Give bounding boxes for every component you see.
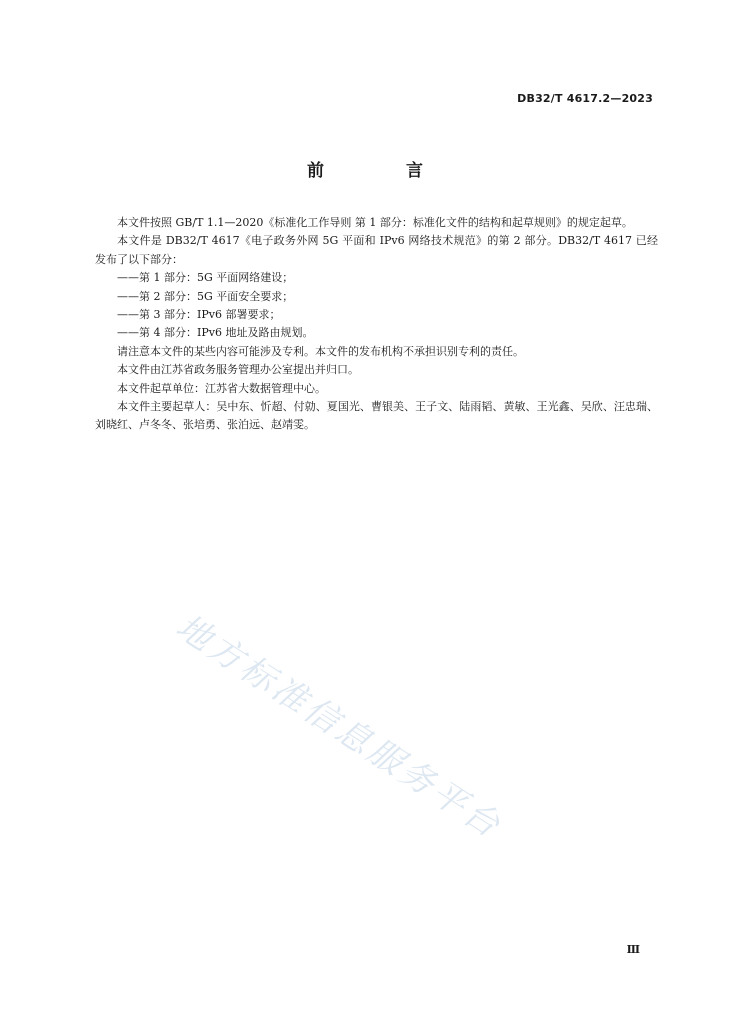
document-body (95, 214, 658, 435)
paragraph-drafting-rules: 本文件按照 GB/T 1.1—2020《标准化工作导则 第 1 部分：标准化文件的结构和起草规则》的规定起草。 (117, 216, 633, 229)
paragraph-proposer: 本文件由江苏省政务服务管理办公室提出并归口。 (117, 363, 359, 377)
list-item: ——第 2 部分：5G 平面安全要求； (117, 289, 294, 303)
paragraph-drafting-unit: 本文件起草单位：江苏省大数据管理中心。 (117, 381, 326, 395)
standard-code: DB32/T 4617.2—2023 (517, 92, 653, 105)
page-number: Ⅲ (626, 944, 640, 956)
page-title: 前 言 (307, 161, 461, 181)
watermark: 地方标准信息服务平台 (168, 606, 510, 848)
paragraph-patent-notice: 请注意本文件的某些内容可能涉及专利。本文件的发布机构不承担识别专利的责任。 (117, 344, 524, 358)
list-item: ——第 1 部分：5G 平面网络建设； (117, 271, 294, 285)
list-item: ——第 4 部分：IPv6 地址及路由规划。 (117, 326, 314, 340)
list-item: ——第 3 部分：IPv6 部署要求； (117, 308, 281, 322)
paragraph-series-intro: 本文件是 DB32/T 4617《电子政务外网 5G 平面和 IPv6 网络技术规范》的第 2 部分。DB32/T 4617 已经发布了以下部分： (95, 234, 658, 266)
paragraph-drafters: 本文件主要起草人：吴中东、忻超、付勍、夏国光、曹银美、王子文、陆雨韬、黄敏、王光鑫、吴欣、汪忠瑞、刘晓红、卢冬冬、张培勇、张泊远、赵靖雯。 (95, 400, 658, 432)
